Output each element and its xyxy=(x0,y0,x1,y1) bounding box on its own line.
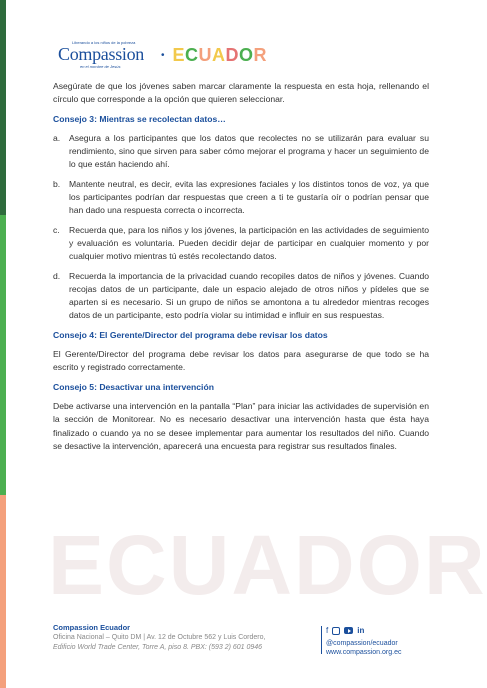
instagram-icon[interactable] xyxy=(332,627,340,635)
list-marker: a. xyxy=(53,132,61,143)
facebook-icon[interactable]: f xyxy=(326,626,329,635)
side-stripe-green xyxy=(0,215,6,495)
website-link[interactable]: www.compassion.org.ec xyxy=(326,649,402,656)
logo-separator-dot: • xyxy=(161,49,165,61)
footer-address-line-2: Edificio World Trade Center, Torre A, piso 8. PBX: (593 2) 601 0946 xyxy=(53,644,263,651)
footer-contact xyxy=(326,626,431,658)
logo-wordmark: Compassion xyxy=(58,44,145,64)
social-handle[interactable]: @compassion/ecuador xyxy=(326,639,398,647)
logo-subtitle: en el nombre de Jesús xyxy=(80,64,121,69)
list-item-text: Mantente neutral, es decir, evita las expresiones faciales y los distintos tonos de voz, ya que los participantes podrían dar respuestas que creen a ti te gustaría oír o podrían pensar que han dado una respuesta correcta o incorrecta. xyxy=(69,178,429,216)
list-marker: b. xyxy=(53,178,61,189)
footer-divider xyxy=(321,626,322,654)
side-stripe-dark-green xyxy=(0,0,6,215)
list-item xyxy=(53,178,429,218)
ecuador-logo-letter: O xyxy=(239,44,254,65)
list-item xyxy=(53,132,429,172)
logo-tagline: Liberando a los niños de la pobreza xyxy=(72,40,136,45)
list-item xyxy=(53,270,429,323)
compassion-logo xyxy=(58,40,153,70)
consejo-4-paragraph: El Gerente/Director del programa debe revisar los datos para asegurarse de que todo se ha escrito y registrado correctamente. xyxy=(53,349,429,373)
ecuador-logo xyxy=(173,45,268,66)
ecuador-logo-letter: E xyxy=(172,44,186,65)
list-item-text: Recuerda que, para los niños y los jóvenes, la participación en las actividades de seguimiento y evaluación es voluntaria. Pueden decidir dejar de participar en cualquier momento y por cualquier motivo mientras tú estés recolectando datos. xyxy=(69,224,429,262)
list-item xyxy=(53,224,429,264)
list-marker: c. xyxy=(53,224,60,235)
list-item-text: Recuerda la importancia de la privacidad cuando recopiles datos de niños y jóvenes. Cuando recojas datos de un participante, dale un espacio alejado de otros niños y pídeles que se aparten si es necesario. Si un grupo de niños se amontona a tu alrededor mientras recoges datos de un participante, esto podría violar su intimidad e influir en sus respuestas. xyxy=(69,270,429,321)
consejo-3-list xyxy=(53,132,429,323)
footer-address xyxy=(53,623,265,653)
youtube-icon[interactable] xyxy=(344,627,353,634)
intro-paragraph: Asegúrate de que los jóvenes saben marcar claramente la respuesta en esta hoja, rellenando el círculo que corresponde a la opción que quieren seleccionar. xyxy=(53,81,429,105)
social-icons xyxy=(326,626,431,636)
consejo-4-heading: Consejo 4: El Gerente/Director del programa debe revisar los datos xyxy=(53,329,328,340)
consejo-5-paragraph: Debe activarse una intervención en la pantalla “Plan” para iniciar las actividades de supervisión en la sección de Monitorear. No es necesario desactivar una intervención hasta que ésta haya finalizado o cuando ya no se desee implementar para aumentar los resultados del niño. Cuando se desactive la intervención, aparecerá una encuesta para registrar sus resultados finales. xyxy=(53,400,429,451)
consejo-3-heading: Consejo 3: Mientras se recolectan datos… xyxy=(53,113,226,124)
ecuador-logo-letter: C xyxy=(185,44,199,65)
ecuador-watermark: ECUADOR xyxy=(48,518,487,612)
ecuador-logo-letter: A xyxy=(212,44,226,65)
footer-address-line-1: Oficina Nacional – Quito DM | Av. 12 de Octubre 562 y Luis Cordero, xyxy=(53,634,266,641)
linkedin-icon[interactable]: in xyxy=(357,626,365,635)
consejo-5-heading: Consejo 5: Desactivar una intervención xyxy=(53,381,214,392)
ecuador-logo-letter: U xyxy=(198,44,213,65)
header-logos xyxy=(58,40,267,70)
side-stripe-peach xyxy=(0,495,6,688)
ecuador-logo-letter: R xyxy=(253,44,268,65)
list-marker: d. xyxy=(53,270,61,281)
document-body xyxy=(53,80,429,459)
footer-org-name: Compassion Ecuador xyxy=(53,623,131,632)
list-item-text: Asegura a los participantes que los datos que recolectes no se utilizarán para evaluar su rendimiento, sino que sirven para saber cómo mejorar el programa y hacer un seguimiento de lo que están haciendo ahí. xyxy=(69,132,429,170)
ecuador-logo-letter: D xyxy=(225,44,240,65)
